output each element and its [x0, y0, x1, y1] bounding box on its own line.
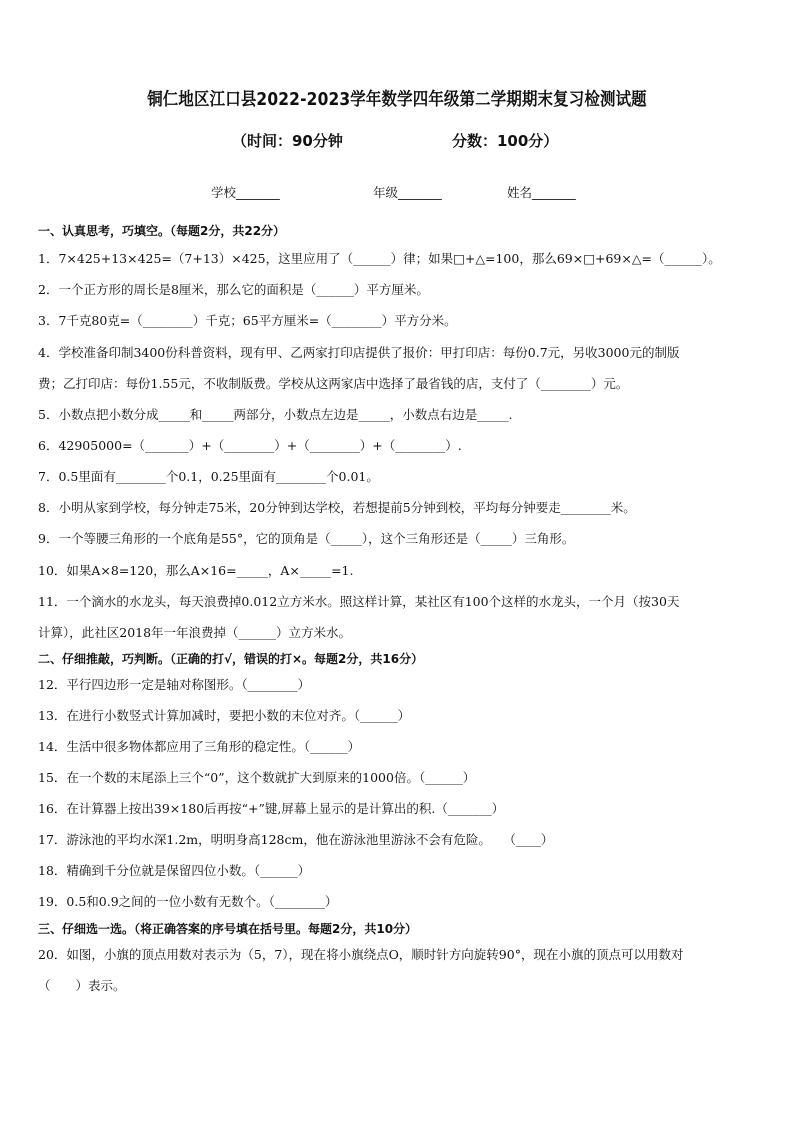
- exam-time: （时间：90分钟: [232, 132, 343, 150]
- question-13: 13．在进行小数竖式计算加减时，要把小数的末位对齐。（______）: [38, 708, 411, 723]
- question-4-line-1: 4．学校准备印制3400份科普资料，现有甲、乙两家打印店提供了报价：甲打印店：每份0.7元，另收3000元的制版: [38, 345, 680, 360]
- question-17: 17．游泳池的平均水深1.2m，明明身高128cm，他在游泳池里游泳不会有危险。 （____）: [38, 832, 554, 847]
- question-11-line-1: 11．一个滴水的水龙头，每天浪费掉0.012立方米水。照这样计算，某社区有100个这样的水龙头，一个月（按30天: [38, 594, 680, 609]
- school-field: 学校_______: [211, 185, 280, 200]
- section-heading-3: 三、仔细选一选。（将正确答案的序号填在括号里。每题2分，共10分）: [38, 922, 418, 936]
- question-4-line-2: 费；乙打印店：每份1.55元，不收制版费。学校从这两家店中选择了最省钱的店，支付了（________）元。: [38, 376, 629, 391]
- question-6: 6．42905000=（_______）+（________）+（________）+（________）.: [38, 438, 462, 453]
- section-heading-2: 二、仔细推敲，巧判断。（正确的打√，错误的打×。每题2分，共16分）: [38, 652, 424, 666]
- question-7: 7．0.5里面有________个0.1，0.25里面有________个0.01。: [38, 469, 379, 484]
- name-field: 姓名_______: [507, 185, 576, 200]
- question-12: 12．平行四边形一定是轴对称图形。（________）: [38, 677, 311, 692]
- question-11-line-2: 计算），此社区2018年一年浪费掉（______）立方米水。: [38, 625, 352, 640]
- page-title: 铜仁地区江口县2022-2023学年数学四年级第二学期期末复习检测试题: [147, 90, 647, 110]
- exam-score: 分数：100分）: [452, 132, 559, 150]
- question-20-line-1: 20．如图，小旗的顶点用数对表示为（5，7），现在将小旗绕点O，顺时针方向旋转90°，现在小旗的顶点可以用数对: [38, 947, 684, 962]
- question-8: 8．小明从家到学校，每分钟走75米，20分钟到达学校，若想提前5分钟到校，平均每分钟要走________米。: [38, 500, 636, 515]
- question-1: 1．7×425+13×425=（7+13）×425，这里应用了（______）律；如果□+△=100，那么69×□+69×△=（______）。: [38, 251, 721, 266]
- question-2: 2．一个正方形的周长是8厘米，那么它的面积是（______）平方厘米。: [38, 282, 429, 297]
- section-heading-1: 一、认真思考，巧填空。（每题2分，共22分）: [38, 224, 286, 238]
- question-5: 5．小数点把小数分成_____和_____两部分，小数点左边是_____，小数点右边是_____.: [38, 407, 513, 422]
- grade-field: 年级_______: [373, 185, 442, 200]
- question-16: 16．在计算器上按出39×180后再按“+”键,屏幕上显示的是计算出的积.（_______）: [38, 801, 505, 816]
- question-10: 10．如果A×8=120，那么A×16=_____，A×_____=1.: [38, 563, 354, 578]
- question-9: 9．一个等腰三角形的一个底角是55°，它的顶角是（_____），这个三角形还是（_____）三角形。: [38, 531, 575, 546]
- question-20-line-2: （ ）表示。: [38, 978, 126, 993]
- question-18: 18．精确到千分位就是保留四位小数。（______）: [38, 863, 311, 878]
- question-14: 14．生活中很多物体都应用了三角形的稳定性。（______）: [38, 739, 361, 754]
- question-15: 15．在一个数的末尾添上三个“0”，这个数就扩大到原来的1000倍。（______）: [38, 770, 476, 785]
- question-3: 3．7千克80克=（________）千克；65平方厘米=（________）平方分米。: [38, 313, 457, 328]
- question-19: 19．0.5和0.9之间的一位小数有无数个。（________）: [38, 894, 338, 909]
